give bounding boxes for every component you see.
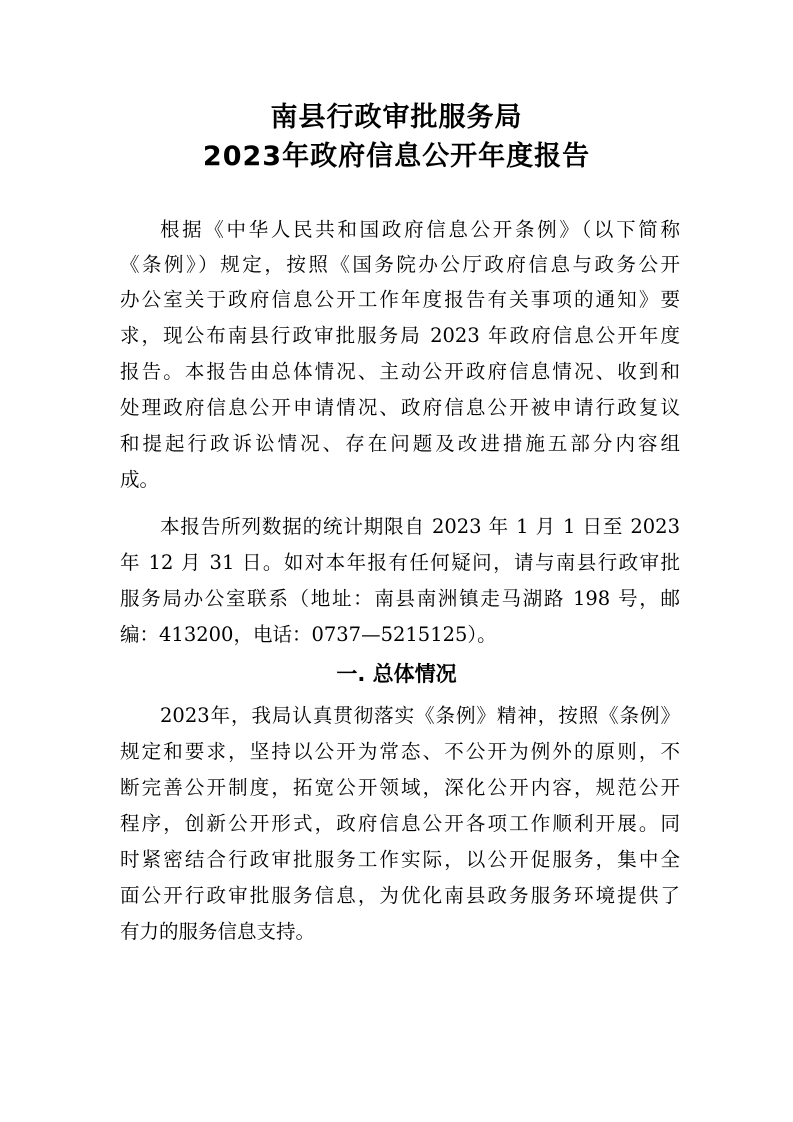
document-title-line-2: 2023年政府信息公开年度报告 [202,141,591,172]
paragraph-3-line: 规定和要求，坚持以公开为常态、不公开为例外的原则，不 [120,740,680,763]
paragraph-1-line: 办公室关于政府信息公开工作年度报告有关事项的通知》要 [120,288,680,311]
paragraph-1-line: 求，现公布南县行政审批服务局 2023 年政府信息公开年度 [120,324,680,347]
paragraph-3-line: 有力的服务信息支持。 [120,920,316,943]
paragraph-1-line: 处理政府信息公开申请情况、政府信息公开被申请行政复议 [120,396,680,419]
paragraph-2-line: 编：413200，电话：0737—5215125）。 [120,623,497,646]
paragraph-3-line: 面公开行政审批服务信息，为优化南县政务服务环境提供了 [120,884,680,907]
paragraph-2-line: 服务局办公室联系（地址：南县南洲镇走马湖路 198 号，邮 [120,587,680,610]
paragraph-3-line: 时紧密结合行政审批服务工作实际，以公开促服务，集中全 [120,848,680,871]
paragraph-3-line: 断完善公开制度，拓宽公开领域，深化公开内容，规范公开 [120,776,680,799]
paragraph-3-line: 2023年，我局认真贯彻落实《条例》精神，按照《条例》 [160,704,680,727]
paragraph-2-line: 年 12 月 31 日。如对本年报有任何疑问，请与南县行政审批 [120,551,680,574]
paragraph-1-line: 报告。本报告由总体情况、主动公开政府信息情况、收到和 [120,360,680,383]
section-heading-overview: 一. 总体情况 [336,662,457,686]
paragraph-3-line: 程序，创新公开形式，政府信息公开各项工作顺利开展。同 [120,812,680,835]
paragraph-2-line: 本报告所列数据的统计期限自 2023 年 1 月 1 日至 2023 [160,515,680,538]
paragraph-1-line: 《条例》）规定，按照《国务院办公厅政府信息与政务公开 [120,253,680,276]
paragraph-1-line: 根据《中华人民共和国政府信息公开条例》（以下简称 [160,218,680,241]
document-title-line-1: 南县行政审批服务局 [270,102,523,133]
paragraph-1-line: 成。 [120,468,160,491]
paragraph-1-line: 和提起行政诉讼情况、存在问题及改进措施五部分内容组 [120,432,680,455]
